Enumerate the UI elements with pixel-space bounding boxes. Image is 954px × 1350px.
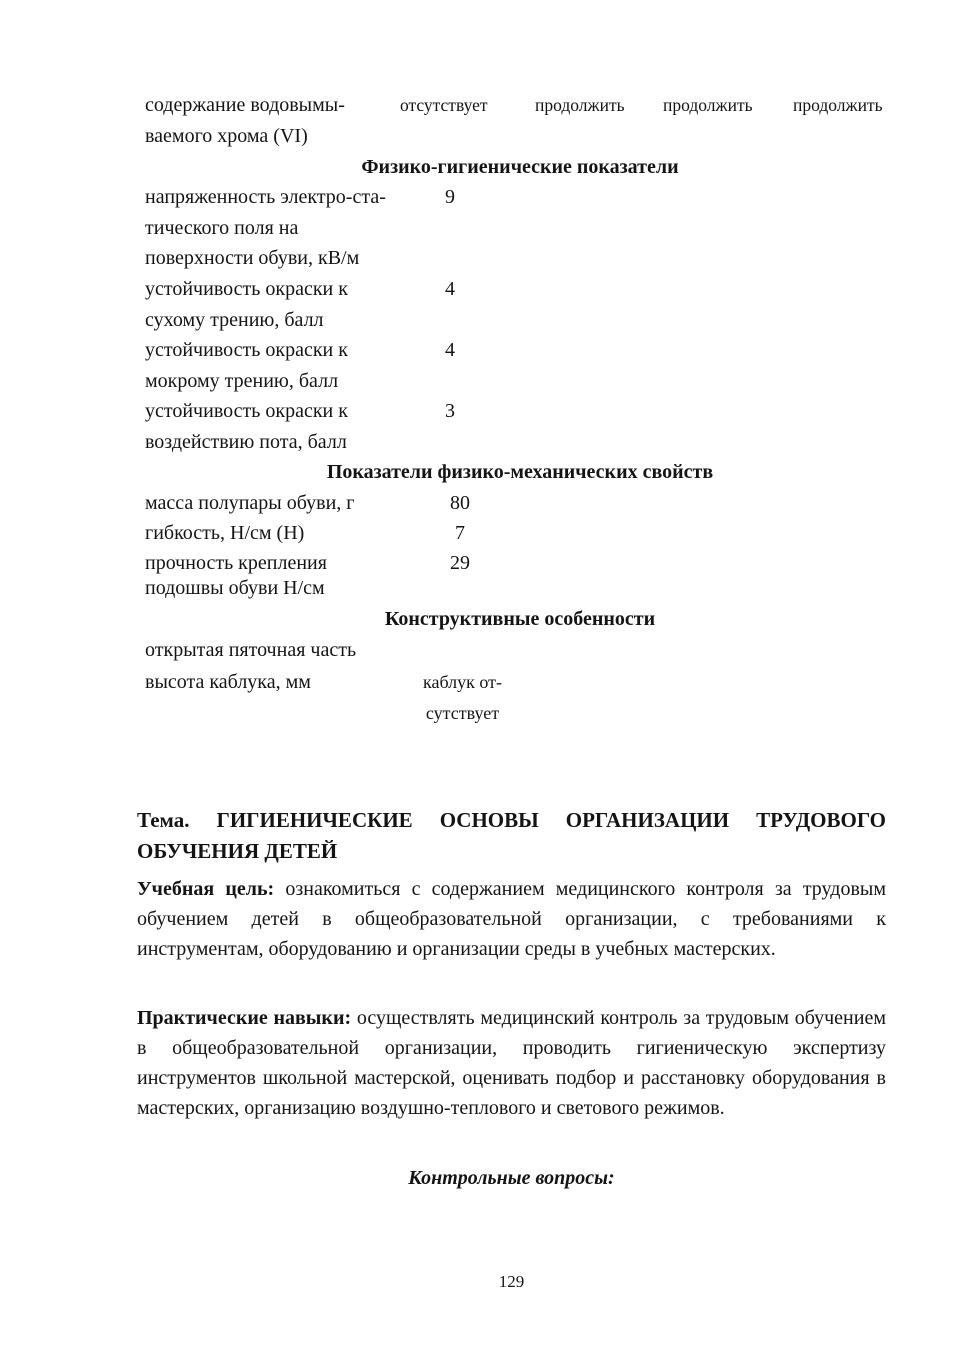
row-label: устойчивость окраски к мокрому трению, балл [145, 339, 348, 392]
row-value-4: продолжить [793, 95, 883, 115]
topic-title: Тема. ГИГИЕНИЧЕСКИЕ ОСНОВЫ ОРГАНИЗАЦИИ ТРУДОВОГО ОБУЧЕНИЯ ДЕТЕЙ [137, 808, 886, 863]
row-value-3: продолжить [663, 95, 753, 115]
row-label: содержание водовымы-ваемого хрома (VI) [145, 94, 345, 147]
section-heading-physhyg: Физико-гигиенические показатели [361, 156, 679, 178]
row-label: масса полупары обуви, г [145, 492, 355, 514]
page-number: 129 [498, 1272, 525, 1291]
row-label: устойчивость окраски к сухому трению, балл [145, 278, 348, 331]
row-value: 9 [445, 186, 455, 208]
row-label: высота каблука, мм [145, 671, 311, 693]
row-value: 29 [450, 552, 470, 574]
goal-label: Учебная цель: [137, 878, 275, 900]
skills-text: осуществлять медицинский контроль за трудовым обучением в общеобразовательной организации, проводить гигиеническую экспертизу инструментов школьной мастерской, оценивать подбор и расстановку оборудования в мастерских, организацию воздушно-теплового и светового режимов. [137, 1007, 886, 1119]
row-label: напряженность электро-ста-тического поля на поверхности обуви, кВ/м [145, 186, 386, 269]
row-value: 80 [450, 492, 470, 514]
row-label: прочность крепления подошвы обуви Н/см [145, 552, 327, 599]
row-value-1: отсутствует [400, 95, 488, 115]
row-value: 4 [445, 339, 455, 361]
row-value: 7 [455, 522, 465, 544]
row-value: 4 [445, 278, 455, 300]
row-value: каблук от-сутствует [422, 672, 503, 723]
goal-text: ознакомиться с содержанием медицинского контроля за трудовым обучением детей в общеобразовательной организации, с требованиями к инструментам, оборудованию и организации среды в учебных мастерских. [137, 878, 886, 960]
section-heading-physmech: Показатели физико-механических свойств [326, 461, 714, 483]
row-label: гибкость, Н/см (Н) [145, 522, 305, 544]
skills-label: Практические навыки: [137, 1007, 352, 1029]
row-label: открытая пяточная часть [145, 639, 357, 661]
questions-heading: Контрольные вопросы: [408, 1167, 615, 1189]
skills-paragraph [137, 1003, 886, 1123]
row-value: 3 [445, 400, 455, 422]
row-value-2: продолжить [535, 95, 625, 115]
row-label: устойчивость окраски к воздействию пота, балл [145, 400, 348, 453]
goal-paragraph [137, 874, 886, 964]
section-heading-construct: Конструктивные особенности [384, 608, 656, 630]
